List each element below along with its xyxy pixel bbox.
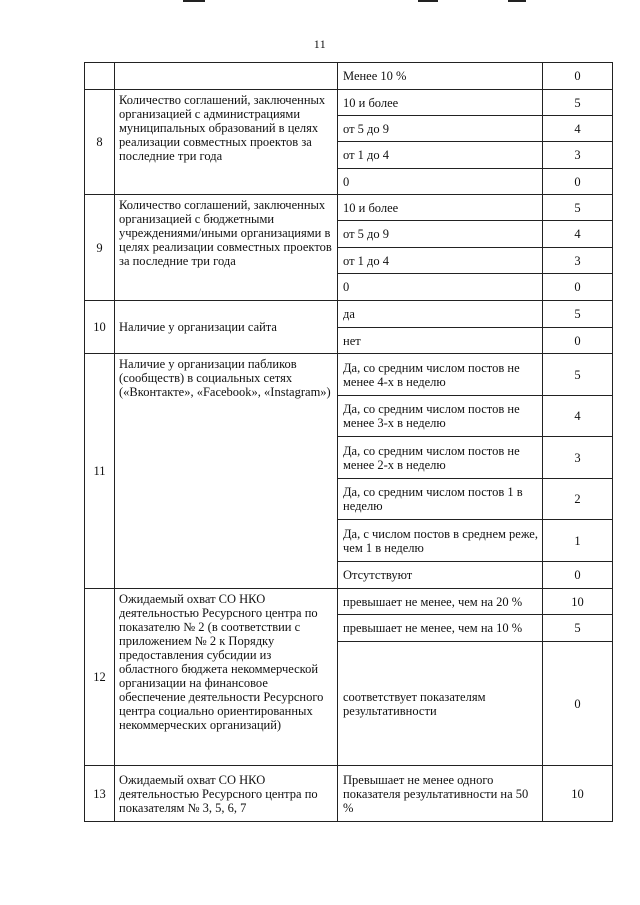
option-score: 0 (543, 63, 613, 90)
option-text: превышает не менее, чем на 20 % (338, 589, 543, 615)
criteria-table-body (85, 63, 613, 822)
option-text: да (338, 301, 543, 328)
option-text: превышает не менее, чем на 10 % (338, 615, 543, 642)
criterion-number (85, 63, 115, 90)
option-text: от 1 до 4 (338, 142, 543, 169)
option-text: 10 и более (338, 90, 543, 116)
option-text: Да, со средним числом постов не менее 4-х в неделю (338, 354, 543, 396)
criterion-text: Количество соглашений, заключенных организацией с бюджетными учреждениями/иными организациями в целях реализации совместных проектов за последние три года (115, 195, 338, 301)
option-text: 10 и более (338, 195, 543, 221)
option-score: 1 (543, 520, 613, 562)
criterion-number: 13 (85, 766, 115, 822)
table-row (85, 766, 613, 822)
option-text: Менее 10 % (338, 63, 543, 90)
option-text: 0 (338, 274, 543, 301)
criterion-text (115, 63, 338, 90)
option-text: Да, со средним числом постов не менее 3-х в неделю (338, 396, 543, 437)
criterion-text: Ожидаемый охват СО НКО деятельностью Ресурсного центра по показателю № 2 (в соответствии с приложением № 2 к Порядку предоставления субсидии из областного бюджета некоммерческой организации на финансовое обеспечение деятельности Ресурсного центра социально ориентированных некоммерческих организаций) (115, 589, 338, 766)
option-text: Да, со средним числом постов не менее 2-х в неделю (338, 437, 543, 479)
option-text: Да, со средним числом постов 1 в неделю (338, 479, 543, 520)
scan-edge-mark (418, 0, 438, 2)
scan-edge-mark (183, 0, 205, 2)
option-text: от 1 до 4 (338, 248, 543, 274)
table-row (85, 90, 613, 116)
option-score: 0 (543, 562, 613, 589)
option-text: соответствует показателям результативности (338, 642, 543, 766)
option-text: Отсутствуют (338, 562, 543, 589)
criterion-number: 8 (85, 90, 115, 195)
option-text: Да, с числом постов в среднем реже, чем 1 в неделю (338, 520, 543, 562)
option-text: Превышает не менее одного показателя результативности на 50 % (338, 766, 543, 822)
criterion-number: 9 (85, 195, 115, 301)
option-score: 4 (543, 396, 613, 437)
option-score: 3 (543, 142, 613, 169)
option-score: 5 (543, 90, 613, 116)
option-score: 0 (543, 328, 613, 354)
scan-edge-mark (508, 0, 526, 2)
option-score: 5 (543, 195, 613, 221)
option-score: 3 (543, 248, 613, 274)
option-score: 5 (543, 301, 613, 328)
table-row (85, 354, 613, 396)
table-row (85, 589, 613, 615)
criteria-table (84, 62, 613, 822)
criterion-text: Наличие у организации сайта (115, 301, 338, 354)
option-score: 0 (543, 274, 613, 301)
option-text: от 5 до 9 (338, 116, 543, 142)
table-row (85, 195, 613, 221)
option-score: 5 (543, 615, 613, 642)
option-score: 3 (543, 437, 613, 479)
page-number: 11 (313, 37, 327, 51)
option-score: 10 (543, 766, 613, 822)
option-text: 0 (338, 169, 543, 195)
criterion-text: Ожидаемый охват СО НКО деятельностью Ресурсного центра по показателям № 3, 5, 6, 7 (115, 766, 338, 822)
option-score: 10 (543, 589, 613, 615)
criterion-number: 10 (85, 301, 115, 354)
criterion-number: 11 (85, 354, 115, 589)
criterion-text: Количество соглашений, заключенных организацией с администрациями муниципальных образований в целях реализации совместных проектов за последние три года (115, 90, 338, 195)
option-score: 2 (543, 479, 613, 520)
option-score: 4 (543, 116, 613, 142)
option-score: 4 (543, 221, 613, 248)
option-text: нет (338, 328, 543, 354)
criterion-text: Наличие у организации пабликов (сообществ) в социальных сетях («Вконтакте», «Facebook», «Instagram») (115, 354, 338, 589)
criterion-number: 12 (85, 589, 115, 766)
option-score: 0 (543, 169, 613, 195)
option-text: от 5 до 9 (338, 221, 543, 248)
table-row (85, 301, 613, 328)
option-score: 0 (543, 642, 613, 766)
table-row (85, 63, 613, 90)
option-score: 5 (543, 354, 613, 396)
